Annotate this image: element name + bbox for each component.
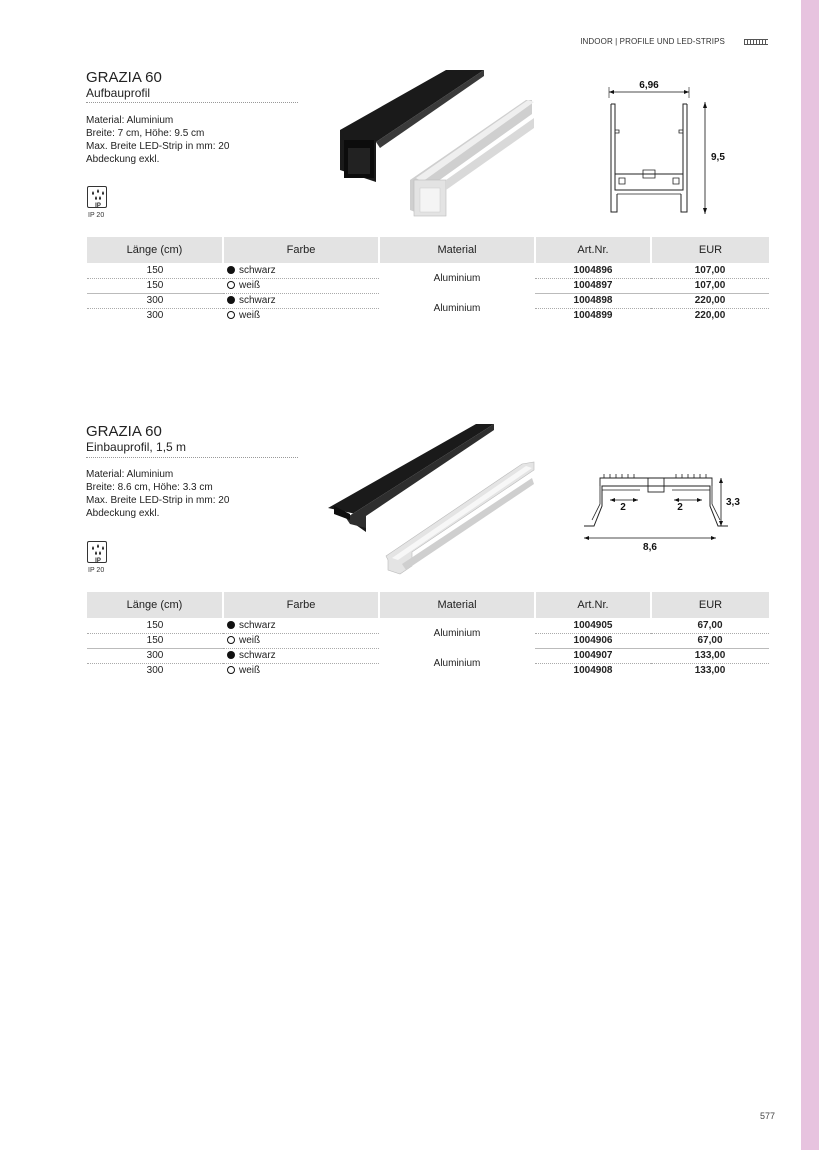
color-swatch-white-icon	[227, 281, 235, 289]
col-header-material: Material	[379, 237, 535, 263]
color-label: schwarz	[239, 650, 276, 661]
page-number: 577	[760, 1111, 776, 1121]
cell-artnr: 1004905	[535, 618, 651, 633]
col-header-material: Material	[379, 592, 535, 618]
category-header: INDOOR | PROFILE UND LED-STRIPS	[580, 37, 725, 46]
spec-material: Material: Aluminium	[86, 115, 174, 126]
color-label: weiß	[239, 280, 261, 291]
color-swatch-white-icon	[227, 666, 235, 674]
cell-length: 300	[87, 648, 223, 663]
cell-color	[223, 663, 379, 678]
cell-color	[223, 263, 379, 278]
cell-price: 67,00	[651, 618, 769, 633]
cell-length: 150	[87, 618, 223, 633]
cell-color	[223, 308, 379, 323]
spec-led-width: Max. Breite LED-Strip in mm: 20	[86, 495, 230, 506]
dim-height-label: 9,5	[711, 152, 725, 163]
color-swatch-black-icon	[227, 621, 235, 629]
spec-dimensions: Breite: 8.6 cm, Höhe: 3.3 cm	[86, 482, 213, 493]
cell-material: Aluminium	[433, 272, 481, 284]
svg-text:IP: IP	[95, 558, 101, 564]
product-subtitle: Einbauprofil, 1,5 m	[86, 440, 187, 454]
cell-color	[223, 648, 379, 663]
product-specs	[86, 468, 229, 520]
cell-color	[223, 618, 379, 633]
cell-price: 220,00	[694, 310, 726, 322]
spec-dimensions: Breite: 7 cm, Höhe: 9.5 cm	[86, 128, 205, 139]
col-header-color: Farbe	[223, 237, 379, 263]
cell-length: 150	[87, 278, 223, 293]
table-row	[87, 293, 769, 308]
product-photo-recessed-profile	[326, 424, 536, 580]
cell-material: Aluminium	[433, 302, 481, 314]
cell-artnr: 1004899	[573, 310, 613, 322]
cell-length: 300	[87, 293, 223, 308]
title-divider	[86, 102, 298, 103]
cross-section-drawing-recessed	[580, 470, 750, 556]
cell-length: 150	[87, 633, 223, 648]
led-strip-icon	[744, 39, 768, 45]
dim-width-label: 8,6	[643, 542, 657, 553]
ip-rating-icon	[87, 541, 107, 563]
color-swatch-black-icon	[227, 651, 235, 659]
side-color-stripe	[801, 0, 819, 1150]
product-title: GRAZIA 60	[86, 423, 162, 440]
table-row	[87, 648, 769, 663]
col-header-color: Farbe	[223, 592, 379, 618]
cell-price: 133,00	[651, 648, 769, 663]
spec-cover: Abdeckung exkl.	[86, 508, 160, 519]
cell-color	[223, 293, 379, 308]
svg-text:IP: IP	[95, 203, 101, 209]
cell-color	[223, 278, 379, 293]
cell-price: 220,00	[651, 293, 769, 308]
cell-artnr: 1004898	[535, 293, 651, 308]
cell-artnr: 1004907	[535, 648, 651, 663]
cell-material: Aluminium	[433, 657, 481, 669]
col-header-artnr: Art.Nr.	[535, 237, 651, 263]
col-header-eur: EUR	[651, 237, 769, 263]
cell-artnr: 1004897	[535, 278, 651, 293]
cell-length: 300	[146, 310, 164, 322]
cell-length: 150	[87, 263, 223, 278]
cell-artnr: 1004906	[535, 633, 651, 648]
product-table-surface	[87, 237, 769, 323]
dim-height-label: 3,3	[726, 497, 740, 508]
table-header-row	[87, 237, 769, 263]
product-subtitle: Aufbauprofil	[86, 86, 151, 100]
color-label: schwarz	[239, 264, 276, 276]
dim-inner-left-label: 2	[620, 502, 626, 513]
table-row	[87, 618, 769, 633]
product-photo-surface-profile	[336, 70, 536, 220]
color-label: schwarz	[239, 619, 276, 631]
col-header-eur: EUR	[651, 592, 769, 618]
color-label: weiß	[239, 310, 261, 322]
ip-rating-label: IP 20	[88, 212, 105, 219]
cell-length: 300	[146, 665, 164, 677]
cell-price: 133,00	[694, 665, 726, 677]
table-row	[87, 263, 769, 278]
color-swatch-black-icon	[227, 296, 235, 304]
color-swatch-black-icon	[227, 266, 235, 274]
cell-color	[223, 633, 379, 648]
color-label: schwarz	[239, 295, 276, 306]
ip-rating-icon	[87, 186, 107, 208]
color-swatch-white-icon	[227, 311, 235, 319]
cell-artnr: 1004896	[535, 263, 651, 278]
dim-width-label: 6,96	[639, 80, 659, 91]
cell-price: 107,00	[651, 263, 769, 278]
product-table-recessed	[87, 592, 769, 678]
cross-section-drawing-surface	[595, 78, 735, 220]
color-label: weiß	[239, 665, 261, 677]
title-divider	[86, 457, 298, 458]
ip-rating-label: IP 20	[88, 567, 105, 574]
cell-price: 67,00	[651, 633, 769, 648]
cell-artnr: 1004908	[573, 665, 613, 677]
cell-price: 107,00	[651, 278, 769, 293]
col-header-artnr: Art.Nr.	[535, 592, 651, 618]
spec-led-width: Max. Breite LED-Strip in mm: 20	[86, 141, 230, 152]
table-header-row	[87, 592, 769, 618]
cell-material: Aluminium	[433, 627, 481, 639]
col-header-length: Länge (cm)	[87, 237, 223, 263]
dim-inner-right-label: 2	[677, 502, 683, 513]
product-specs	[86, 114, 229, 166]
spec-material: Material: Aluminium	[86, 469, 174, 480]
col-header-length: Länge (cm)	[87, 592, 223, 618]
color-swatch-white-icon	[227, 636, 235, 644]
color-label: weiß	[239, 635, 261, 646]
spec-cover: Abdeckung exkl.	[86, 154, 160, 165]
product-title: GRAZIA 60	[86, 69, 162, 86]
